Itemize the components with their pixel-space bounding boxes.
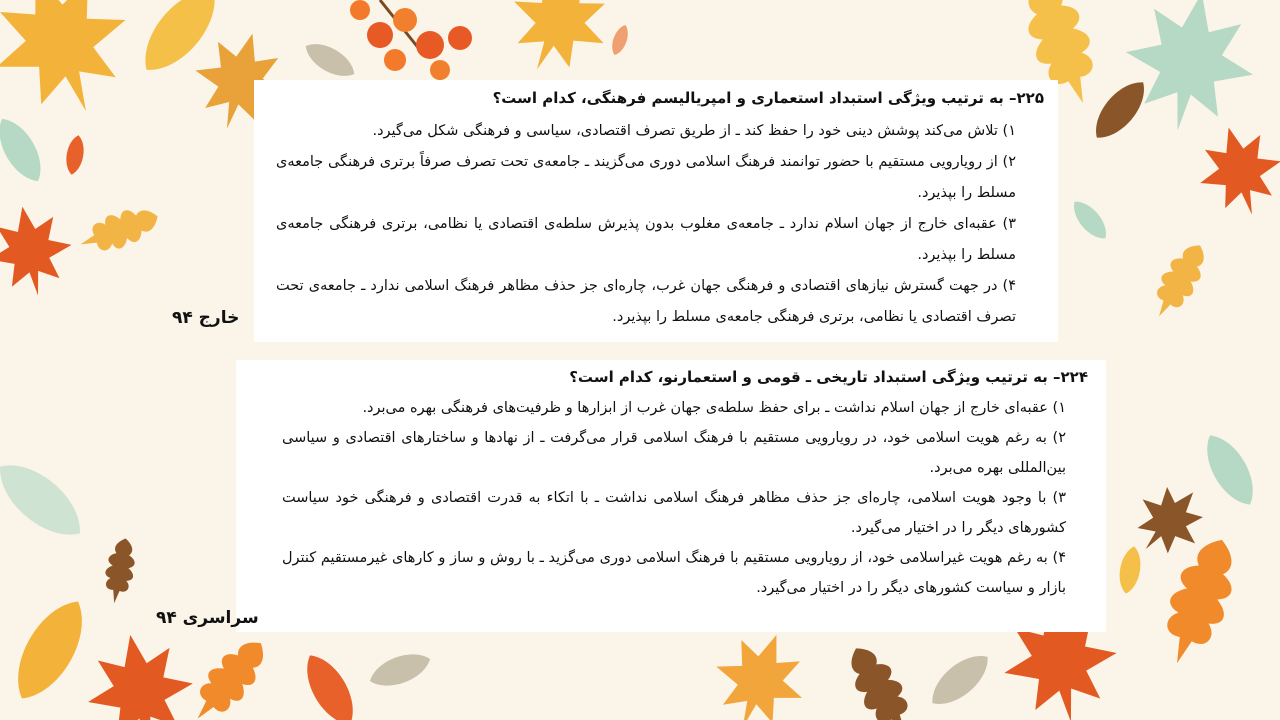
option-2: ۲) از رویارویی مستقیم با حضور توانمند فرهنگ اسلامی دوری می‌گزیند ـ جامعه‌ی تحت تصرف صرفاً برتری فرهنگی جامعه‌ی مسلط را بپذیرد. bbox=[276, 154, 1016, 201]
option-3: ۳) عقبه‌ای خارج از جهان اسلام ندارد ـ جامعه‌ی مغلوب بدون پذیرش سلطه‌ی اقتصادی یا نظامی، برتری فرهنگی جامعه‌ی مسلط را بپذیرد. bbox=[276, 216, 1016, 263]
question-title: ۲۲۵– به ترتیب ویژگی استبداد استعماری و امپریالیسم فرهنگی، کدام است؟ bbox=[492, 89, 1044, 107]
question-title: ۲۲۴– به ترتیب ویژگی استبداد تاریخی ـ قومی و استعمارنو، کدام است؟ bbox=[569, 368, 1088, 386]
option-3: ۳) با وجود هویت اسلامی، چاره‌ای جز حذف مظاهر فرهنگ اسلامی نداشت ـ با اتکاء به قدرت اقتصادی و فرهنگی خود سیاست کشورهای دیگر را در اختیار می‌گیرد. bbox=[282, 490, 1066, 536]
option-4: ۴) به رغم هویت غیراسلامی خود، از رویارویی مستقیم با فرهنگ اسلامی دوری می‌گزید ـ با روش و ساز و کارهای غیرمستقیم کنترل بازار و سیاست کشورهای دیگر را در اختیار می‌گیرد. bbox=[282, 550, 1066, 596]
option-2: ۲) به رغم هویت اسلامی خود، در رویارویی مستقیم با فرهنگ اسلامی قرار می‌گرفت ـ از نهادها و ساختارهای اقتصادی و سیاسی بین‌المللی بهره می‌برد. bbox=[282, 430, 1066, 476]
option-1: ۱) عقبه‌ای خارج از جهان اسلام نداشت ـ برای حفظ سلطه‌ی جهان غرب از ابزارها و ظرفیت‌های فرهنگی بهره می‌برد. bbox=[362, 400, 1066, 416]
berries-icon bbox=[350, 0, 472, 80]
question-225-card bbox=[254, 80, 1058, 342]
source-label: خارج ۹۴ bbox=[172, 308, 240, 328]
question-224-card bbox=[236, 360, 1106, 632]
source-label: سراسری ۹۴ bbox=[156, 608, 259, 628]
option-4: ۴) در جهت گسترش نیازهای اقتصادی و فرهنگی جهان غرب، چاره‌ای جز حذف مظاهر فرهنگ اسلامی ندارد ـ جامعه‌ی تحت تصرف اقتصادی یا نظامی، برتری فرهنگی جامعه‌ی مسلط را بپذیرد. bbox=[276, 278, 1016, 325]
option-1: ۱) تلاش می‌کند پوشش دینی خود را حفظ کند ـ از طریق تصرف اقتصادی، سیاسی و فرهنگی شکل می‌گیرد. bbox=[372, 123, 1016, 139]
